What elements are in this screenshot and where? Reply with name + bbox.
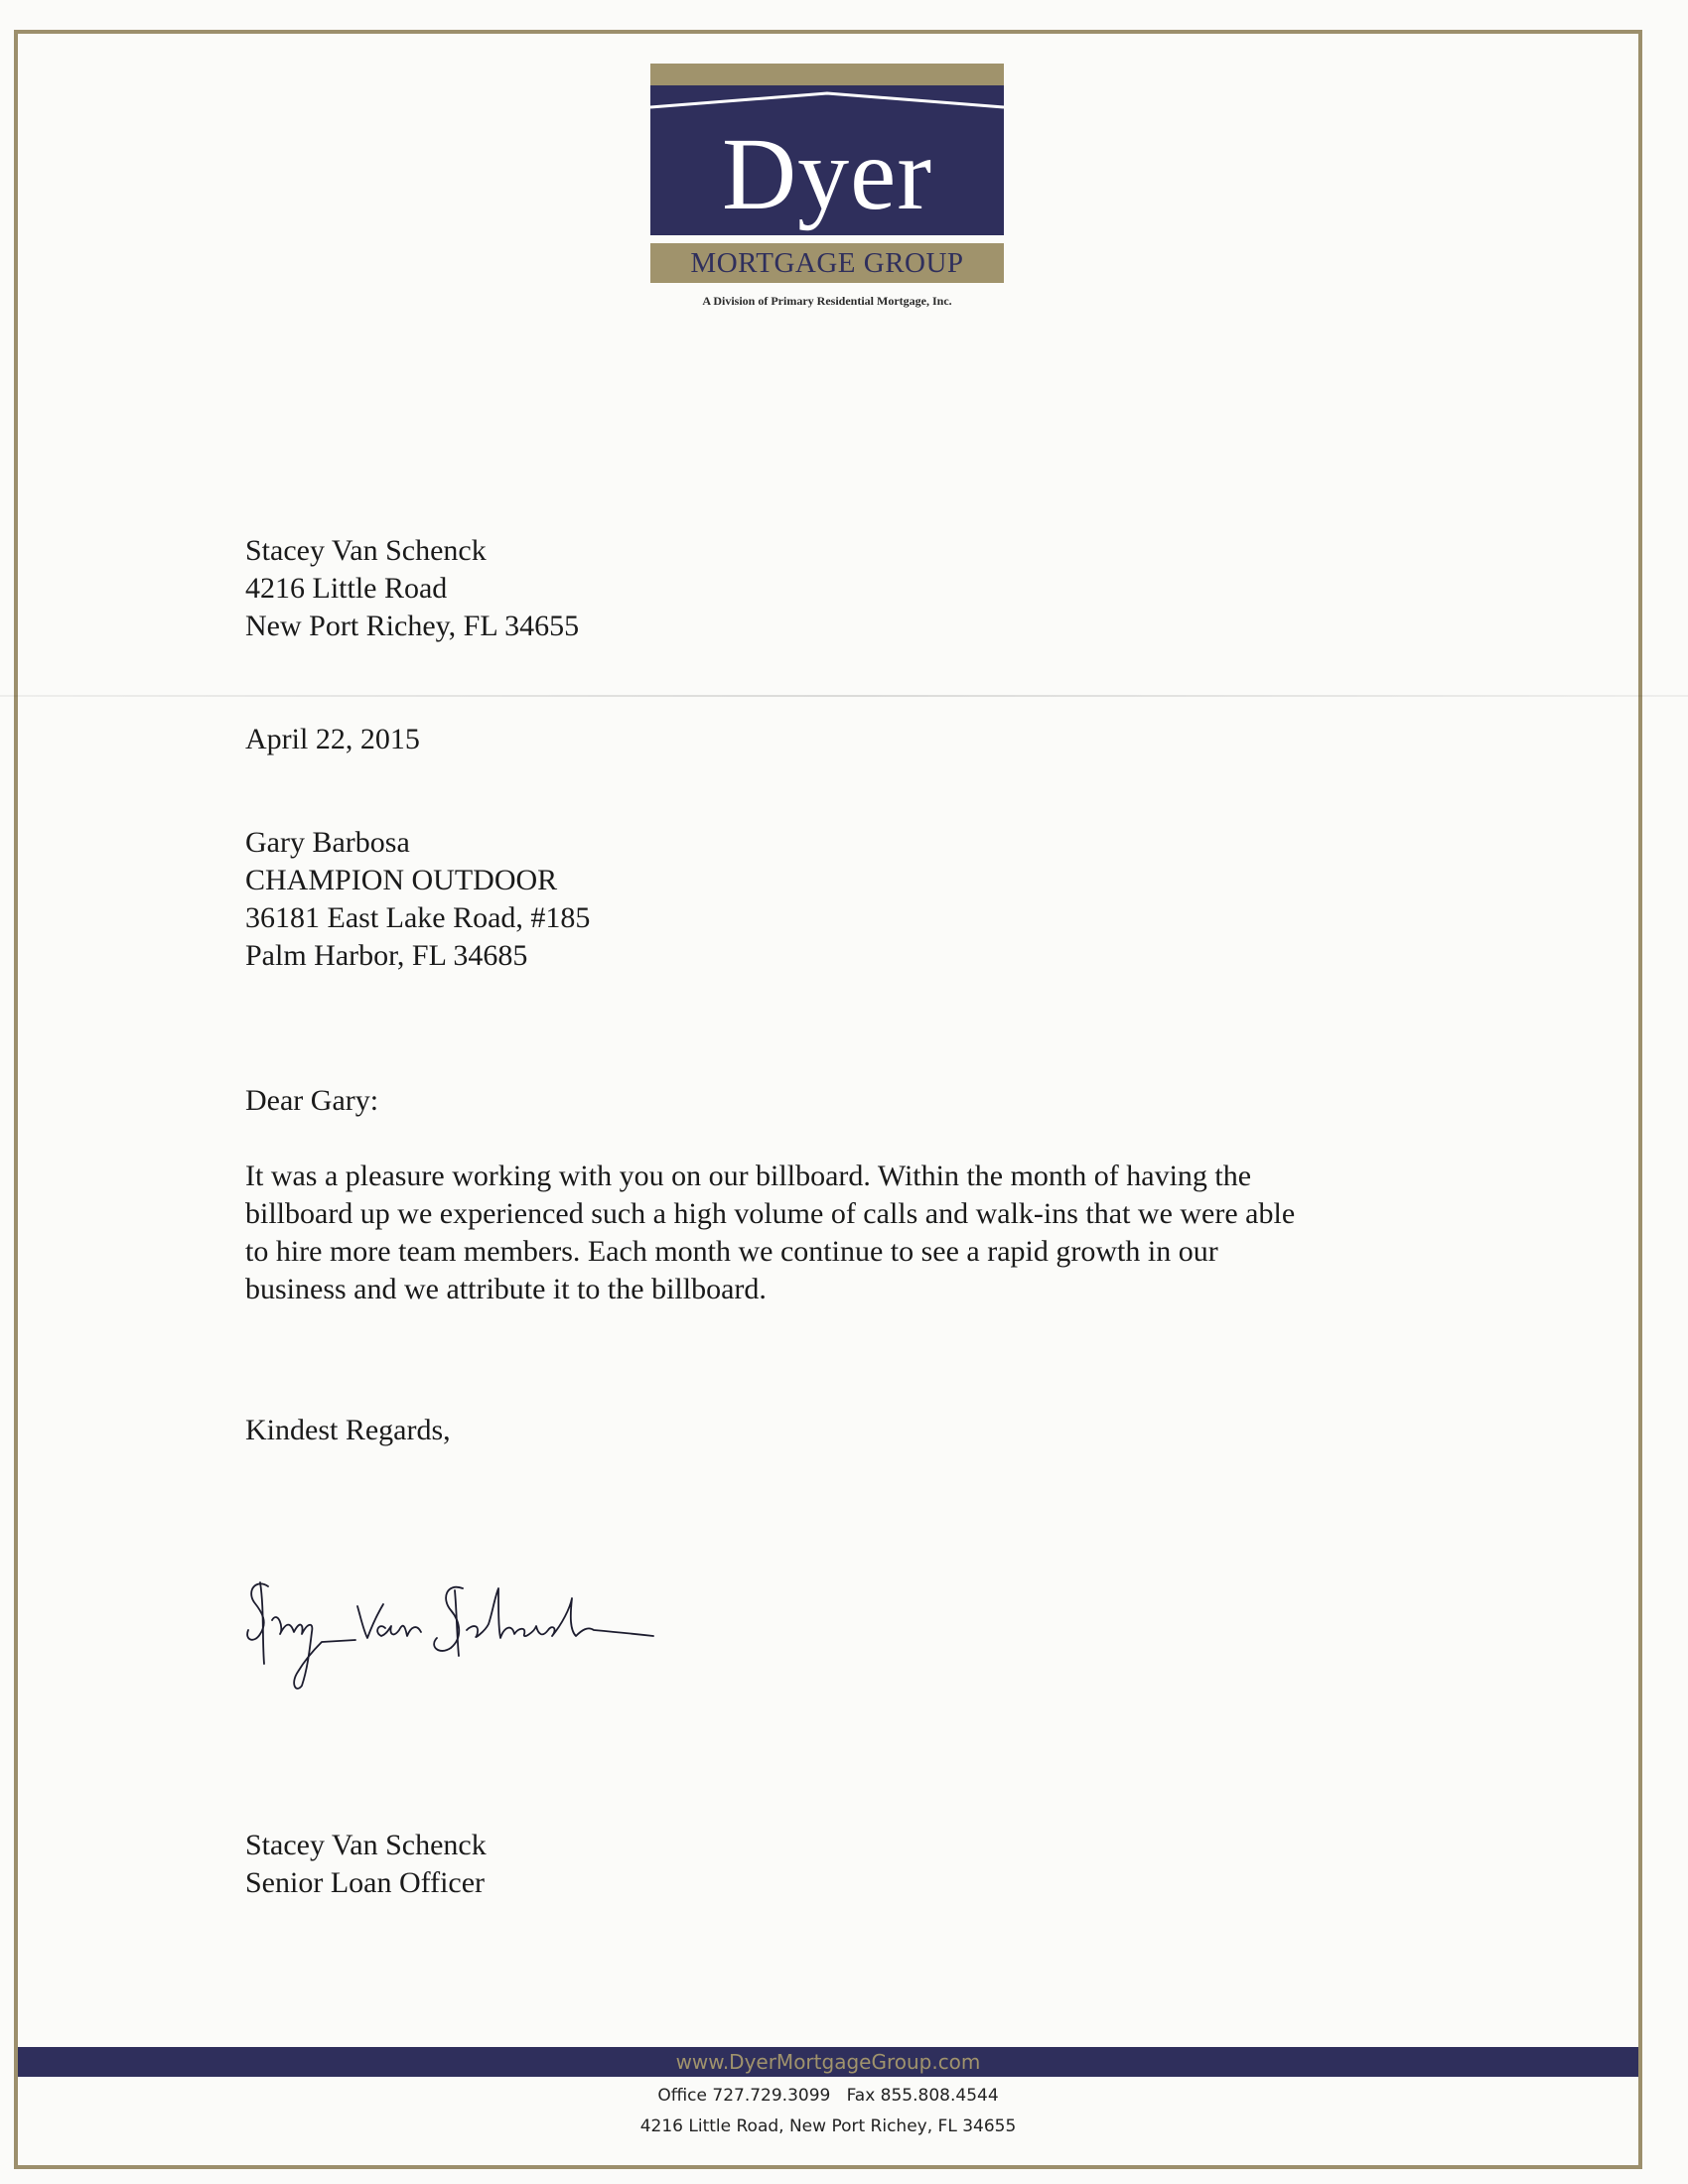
paper-fold — [0, 695, 1688, 697]
handwritten-signature — [238, 1569, 655, 1698]
sender-name: Stacey Van Schenck — [245, 534, 487, 567]
footer-contact — [18, 2081, 1638, 2142]
logo-navy-panel — [650, 85, 1004, 235]
recipient-address — [245, 824, 590, 975]
sender-address — [245, 532, 579, 645]
footer-bar — [18, 2047, 1638, 2077]
fax-number: 855.808.4544 — [880, 2086, 999, 2106]
company-logo — [650, 64, 1004, 286]
office-phone: 727.729.3099 — [712, 2086, 831, 2106]
body-line: to hire more team members. Each month we continue to see a rapid growth in our — [245, 1235, 1218, 1268]
logo-wordmark: Dyer — [722, 117, 932, 231]
salutation: Dear Gary: — [245, 1084, 379, 1117]
letter-body — [245, 1158, 1467, 1308]
recipient-city: Palm Harbor, FL 34685 — [245, 939, 528, 972]
office-label: Office — [657, 2086, 707, 2106]
logo-top-stripe — [650, 64, 1004, 85]
body-line: business and we attribute it to the billboard. — [245, 1273, 767, 1305]
recipient-name: Gary Barbosa — [245, 826, 410, 859]
signer-block — [245, 1827, 487, 1902]
division-line: A Division of Primary Residential Mortgage, Inc. — [702, 294, 952, 308]
body-line: billboard up we experienced such a high volume of calls and walk-ins that we were able — [245, 1197, 1296, 1230]
signer-name: Stacey Van Schenck — [245, 1829, 487, 1861]
letter-date: April 22, 2015 — [245, 723, 420, 755]
closing: Kindest Regards, — [245, 1414, 451, 1446]
footer-website: www.DyerMortgageGroup.com — [675, 2050, 981, 2074]
recipient-company: CHAMPION OUTDOOR — [245, 864, 558, 896]
sender-street: 4216 Little Road — [245, 572, 448, 605]
body-line: It was a pleasure working with you on our billboard. Within the month of having the — [245, 1160, 1252, 1192]
recipient-street: 36181 East Lake Road, #185 — [245, 901, 591, 934]
footer-address: 4216 Little Road, New Port Richey, FL 34655 — [639, 2116, 1017, 2136]
sender-city: New Port Richey, FL 34655 — [245, 610, 580, 642]
signer-title: Senior Loan Officer — [245, 1866, 486, 1899]
logo-band-text: MORTGAGE GROUP — [650, 243, 1004, 283]
fax-label: Fax — [846, 2086, 876, 2106]
